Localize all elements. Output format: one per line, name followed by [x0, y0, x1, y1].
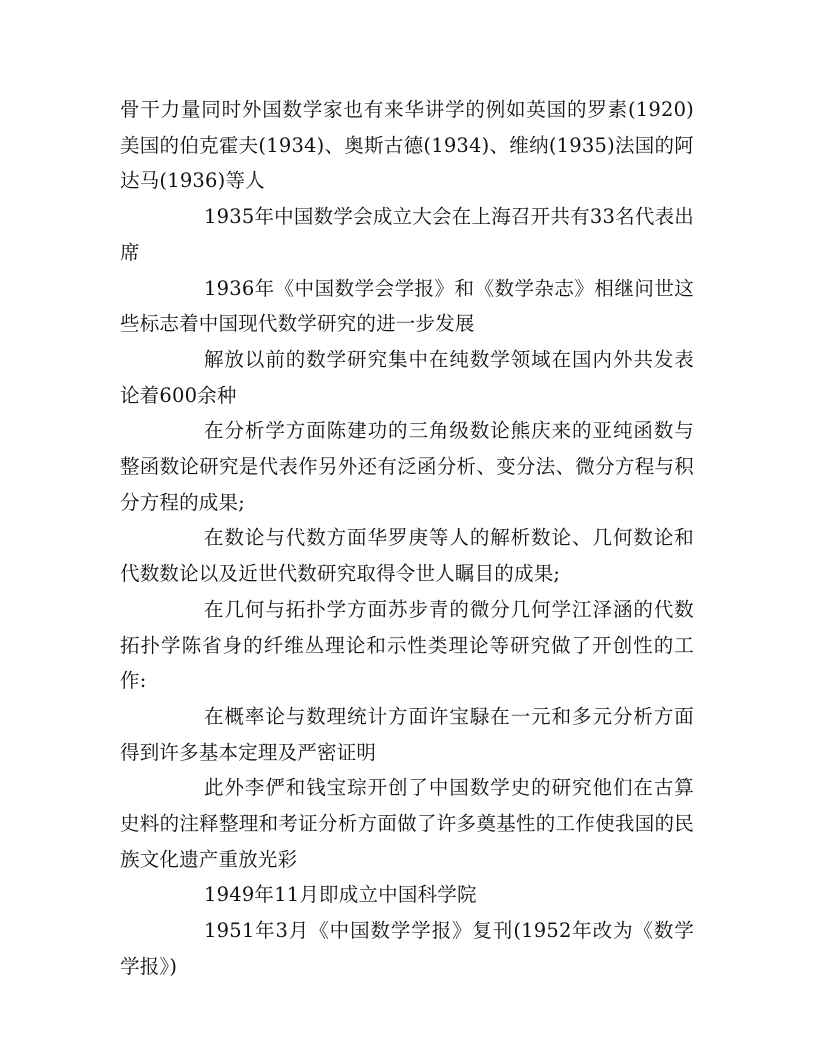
- paragraph-geometry-topology: 在几何与拓扑学方面苏步青的微分几何学江泽涵的代数拓扑学陈省身的纤维丛理论和示性类理论等研究做了开创性的工作:: [120, 597, 694, 693]
- paragraph-pre-liberation-research: 解放以前的数学研究集中在纯数学领域在国内外共发表论着600余种: [120, 347, 694, 407]
- paragraph-1936-journals: 1936年《中国数学会学报》和《数学杂志》相继问世这些标志着中国现代数学研究的进一步发展: [120, 276, 694, 336]
- paragraph-1951-journal: 1951年3月《中国数学学报》复刊(1952年改为《数学学报》): [120, 919, 694, 978]
- document-body: [120, 92, 694, 985]
- paragraph-foreign-mathematicians: 骨干力量同时外国数学家也有来华讲学的例如英国的罗素(1920)美国的伯克霍夫(1934)、奥斯古德(1934)、维纳(1935)法国的阿达马(1936)等人: [120, 98, 694, 193]
- paragraph-probability-statistics: 在概率论与数理统计方面许宝騄在一元和多元分析方面得到许多基本定理及严密证明: [120, 704, 694, 764]
- paragraph-analysis: 在分析学方面陈建功的三角级数论熊庆来的亚纯函数与整函数论研究是代表作另外还有泛函分析、变分法、微分方程与积分方程的成果;: [120, 419, 694, 514]
- paragraph-history-of-mathematics: 此外李俨和钱宝琮开创了中国数学史的研究他们在古算史料的注释整理和考证分析方面做了许多奠基性的工作使我国的民族文化遗产重放光彩: [120, 776, 694, 871]
- paragraph-number-theory-algebra: 在数论与代数方面华罗庚等人的解析数论、几何数论和代数数论以及近世代数研究取得令世人瞩目的成果;: [120, 526, 694, 586]
- paragraph-1949-academy: 1949年11月即成立中国科学院: [204, 883, 477, 907]
- paragraph-1935-society: 1935年中国数学会成立大会在上海召开共有33名代表出席: [120, 205, 694, 264]
